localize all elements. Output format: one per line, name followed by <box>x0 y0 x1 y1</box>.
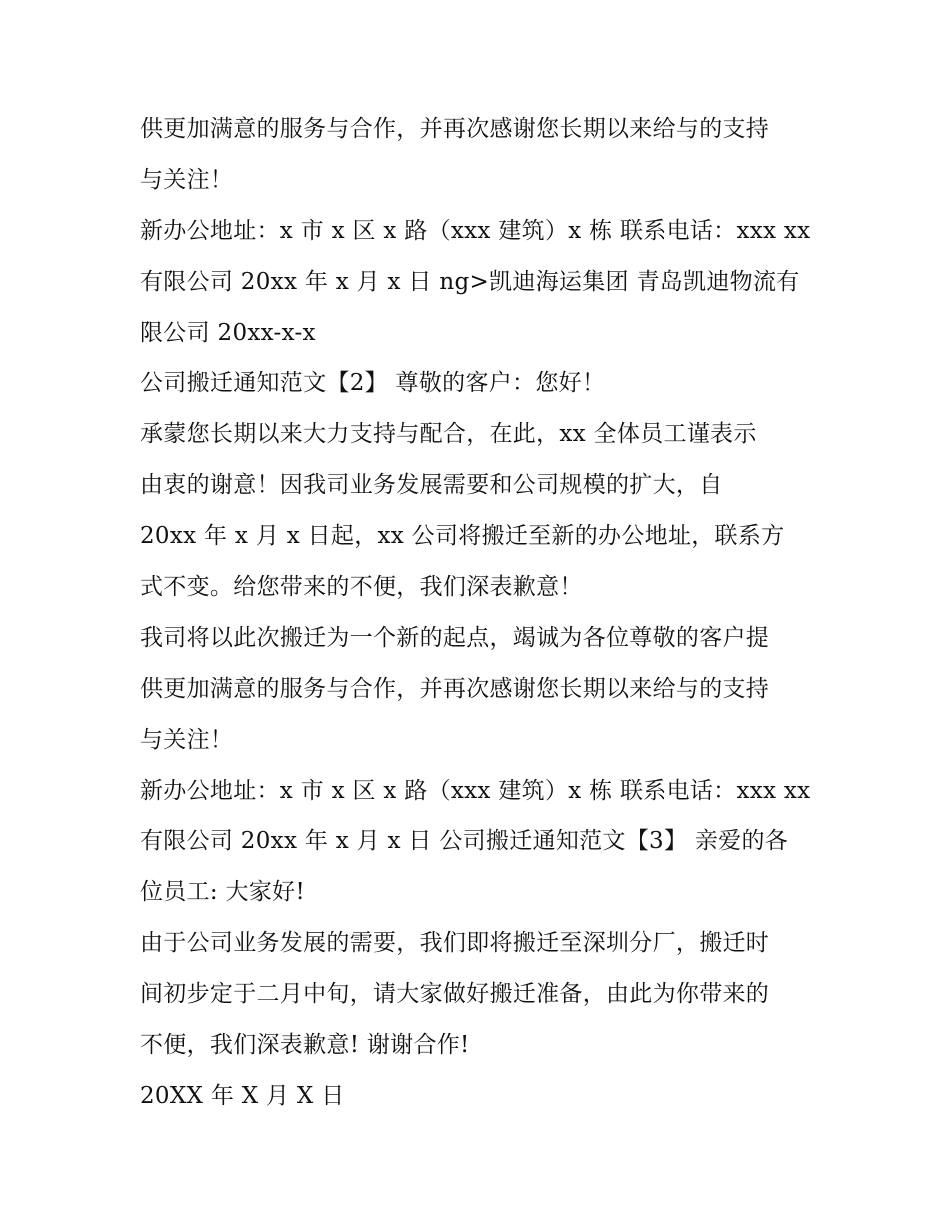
date-line: 20XX 年 X 月 X 日 <box>140 1082 345 1109</box>
document-body <box>140 104 820 1122</box>
text-line: 20xx 年 x 月 x 日起，xx 公司将搬迁至新的办公地址，联系方 <box>140 523 785 550</box>
section-heading-2: 公司搬迁通知范文【2】 尊敬的客户：您好！ <box>140 370 606 397</box>
text-line: 供更加满意的服务与合作，并再次感谢您长期以来给与的支持 <box>140 675 770 702</box>
text-line: 新办公地址：x 市 x 区 x 路（xxx 建筑）x 栋 联系电话：xxx xx <box>140 217 811 244</box>
text-line: 不便，我们深表歉意! 谢谢合作! <box>140 1032 470 1059</box>
text-line: 我司将以此次搬迁为一个新的起点，竭诚为各位尊敬的客户提 <box>140 624 770 651</box>
text-line: 新办公地址：x 市 x 区 x 路（xxx 建筑）x 栋 联系电话：xxx xx <box>140 777 811 804</box>
greeting-line: 位员工: 大家好! <box>140 879 306 906</box>
text-line: 有限公司 20xx 年 x 月 x 日 公司搬迁通知范文【3】 亲爱的各 <box>140 828 789 855</box>
text-line: 与关注！ <box>140 726 234 753</box>
text-line: 供更加满意的服务与合作，并再次感谢您长期以来给与的支持 <box>140 116 770 142</box>
text-line: 间初步定于二月中旬，请大家做好搬迁准备，由此为你带来的 <box>140 981 770 1008</box>
text-line: 有限公司 20xx 年 x 月 x 日 ng>凯迪海运集团 青岛凯迪物流有 <box>140 268 800 295</box>
text-line: 式不变。给您带来的不便，我们深表歉意！ <box>140 574 583 601</box>
text-line: 承蒙您长期以来大力支持与配合，在此，xx 全体员工谨表示 <box>140 421 757 448</box>
text-line: 由衷的谢意！因我司业务发展需要和公司规模的扩大，自 <box>140 472 723 499</box>
text-line: 由于公司业务发展的需要，我们即将搬迁至深圳分厂，搬迁时 <box>140 930 770 957</box>
text-line: 与关注！ <box>140 166 234 193</box>
text-line: 限公司 20xx-x-x <box>140 319 316 346</box>
